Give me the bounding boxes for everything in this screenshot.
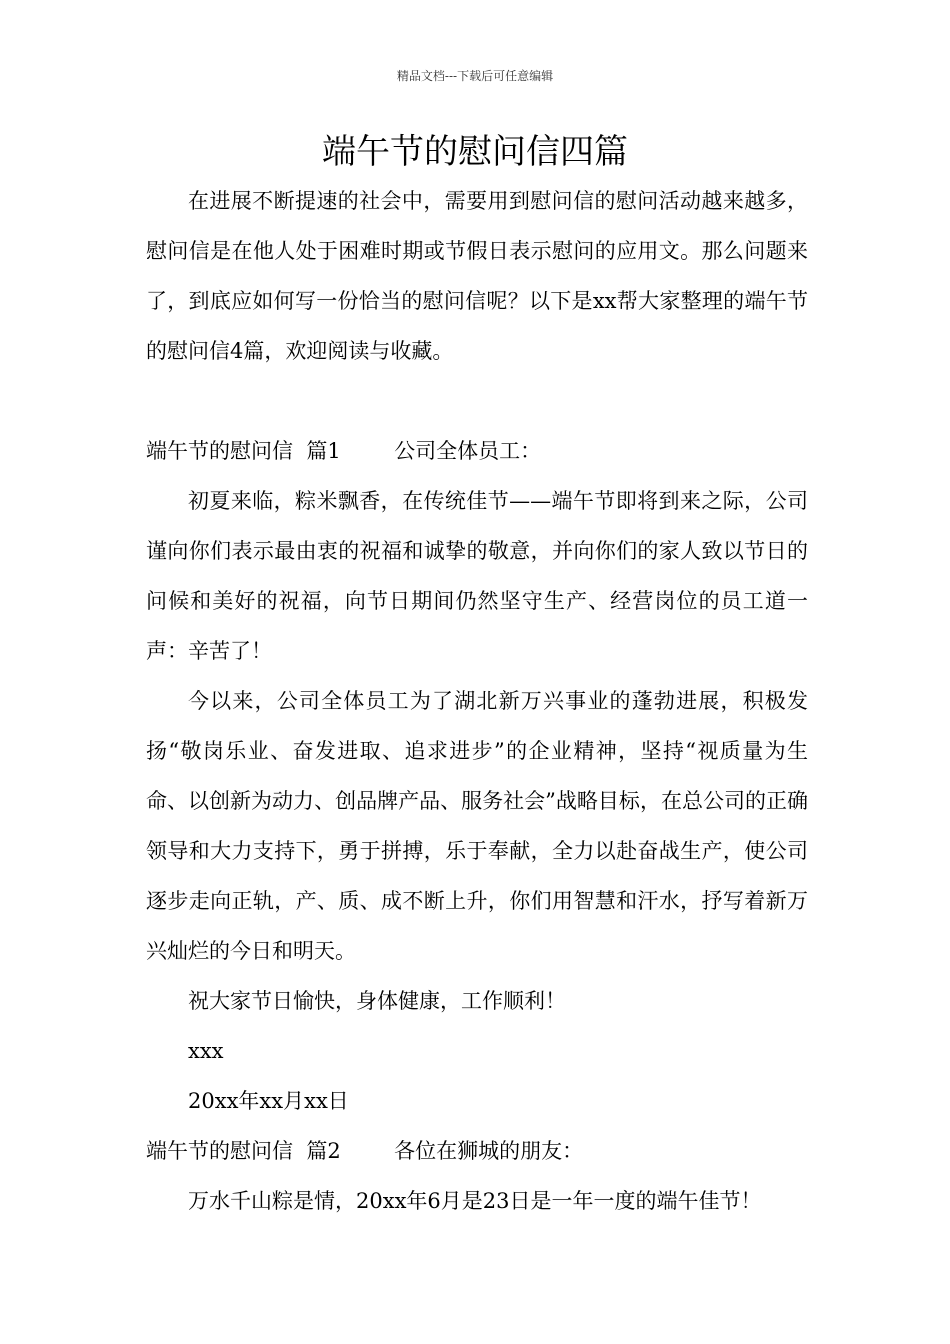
letter2-paragraph-1: 万水千山粽是情，20xx年6月是23日是一年一度的端午佳节！ bbox=[188, 1189, 762, 1213]
letter1-paragraph-2: 今以来，公司全体员工为了湖北新万兴事业的蓬勃进展，积极发扬“敬岗乐业、奋发进取、追求进步”的企业精神，坚持“视质量为生命、以创新为动力、创品牌产品、服务社会”战略目标，在总公司的正确领导和大力支持下，勇于拼搏，乐于奉献，全力以赴奋战生产，使公司逐步走向正轨，产、质、成不断上升，你们用智慧和汗水，抒写着新万兴灿烂的今日和明天。 bbox=[146, 689, 808, 963]
letter1-date: 20xx年xx月xx日 bbox=[188, 1089, 349, 1113]
letter1-signature: xxx bbox=[188, 1039, 224, 1063]
letter1-paragraph-1: 初夏来临，粽米飘香，在传统佳节——端午节即将到来之际，公司谨向你们表示最由衷的祝福和诚挚的敬意，并向你们的家人致以节日的问候和美好的祝福，向节日期间仍然坚守生产、经营岗位的员工道一声：辛苦了！ bbox=[146, 489, 808, 663]
letter2-heading: 端午节的慰问信 篇2 各位在狮城的朋友： bbox=[146, 1139, 584, 1163]
document-title: 端午节的慰问信四篇 bbox=[322, 132, 628, 172]
page-header: 精品文档---下载后可任意编辑 bbox=[396, 69, 554, 83]
blank-line bbox=[146, 376, 808, 426]
letter1-heading: 端午节的慰问信 篇1 公司全体员工： bbox=[146, 439, 542, 463]
intro-paragraph: 在进展不断提速的社会中，需要用到慰问信的慰问活动越来越多，慰问信是在他人处于困难时期或节假日表示慰问的应用文。那么问题来了，到底应如何写一份恰当的慰问信呢？以下是xx帮大家整理的端午节的慰问信4篇，欢迎阅读与收藏。 bbox=[146, 189, 808, 363]
letter1-wish: 祝大家节日愉快，身体健康，工作顺利！ bbox=[188, 989, 566, 1013]
document-body bbox=[146, 176, 808, 1226]
